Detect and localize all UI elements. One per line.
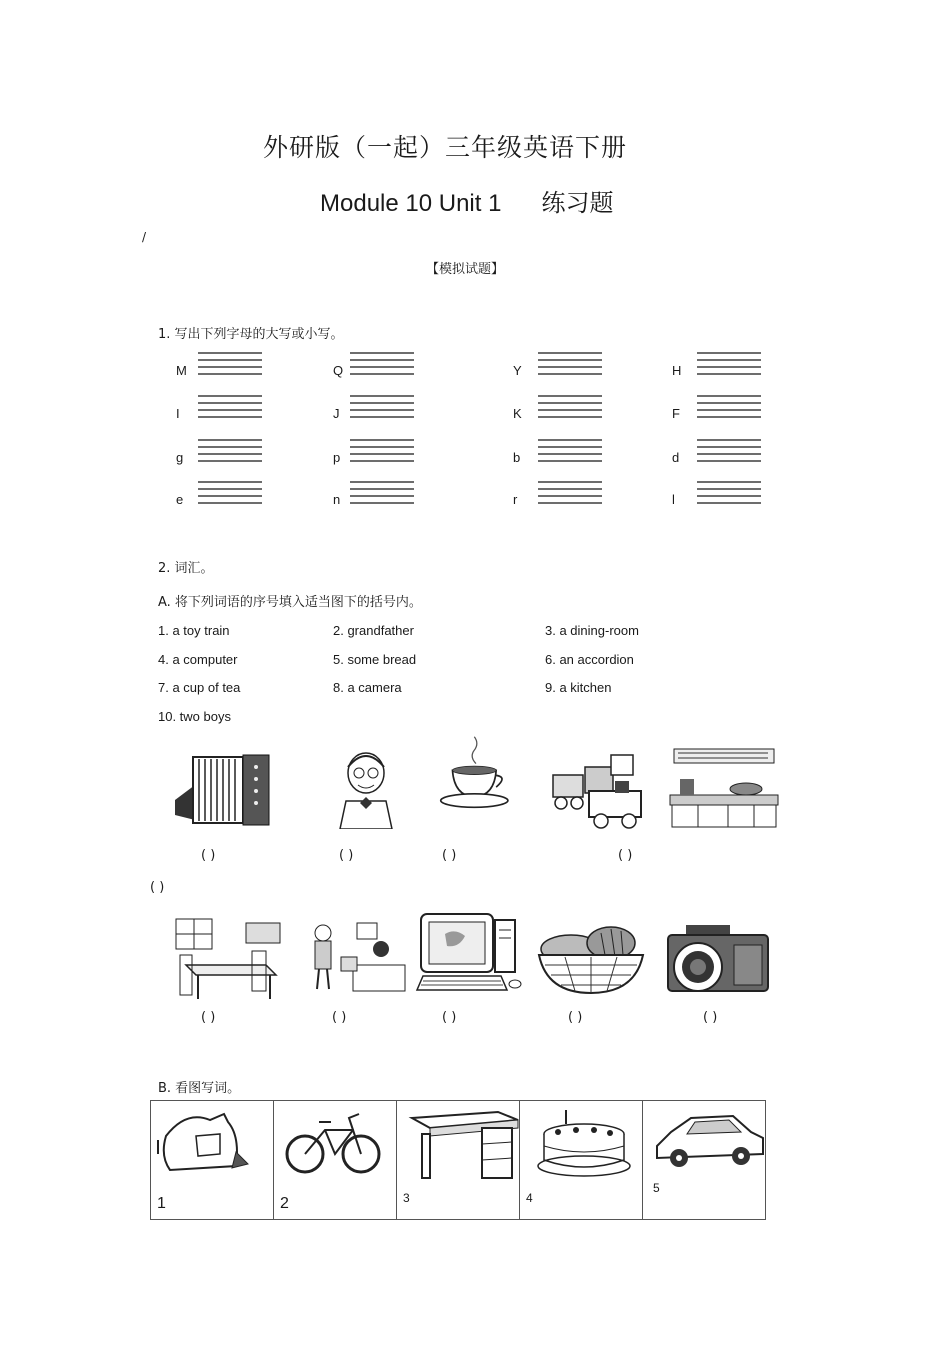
title-line-1: 外研版（一起）三年级英语下册 (262, 133, 627, 162)
title-exercise: 练习题 (541, 190, 614, 217)
word-item: 1. a toy train (158, 623, 230, 638)
picture-word-table (150, 1100, 766, 1220)
cake-picture (536, 1106, 636, 1186)
title-module: Module 10 Unit 1 (320, 190, 502, 217)
table-number: 1 (157, 1195, 166, 1212)
writing-lines[interactable] (697, 439, 761, 469)
table-cell[interactable] (151, 1101, 274, 1220)
letter-prompt: n (333, 492, 341, 507)
letter-prompt: Q (333, 363, 344, 378)
writing-lines[interactable] (198, 395, 262, 425)
letter-prompt: K (513, 406, 522, 421)
letter-prompt: Y (513, 363, 522, 378)
word-item: 5. some bread (333, 652, 417, 667)
letter-prompt: e (176, 492, 184, 507)
answer-paren[interactable]: ( ) (201, 848, 216, 863)
writing-lines[interactable] (198, 481, 262, 511)
letter-prompt: b (513, 450, 521, 465)
car-picture (651, 1106, 767, 1176)
q2-prompt: 2. 词汇。 (158, 561, 214, 576)
letter-prompt: g (176, 450, 184, 465)
letter-prompt: r (513, 492, 518, 507)
writing-lines[interactable] (198, 439, 262, 469)
answer-paren[interactable]: ( ) (618, 848, 633, 863)
letter-prompt: d (672, 450, 680, 465)
section-tag: 【模拟试题】 (425, 262, 504, 277)
camera-picture (662, 915, 774, 999)
table-cell[interactable] (397, 1101, 520, 1220)
bread-picture (535, 915, 647, 999)
computer-picture (415, 910, 527, 994)
answer-paren[interactable]: ( ) (339, 848, 354, 863)
accordion-picture (165, 745, 277, 829)
answer-paren[interactable]: ( ) (442, 1010, 457, 1025)
table-cell[interactable] (643, 1101, 766, 1220)
writing-lines[interactable] (538, 481, 602, 511)
writing-lines[interactable] (350, 395, 414, 425)
bag-picture (156, 1106, 268, 1182)
grandfather-picture (310, 745, 422, 829)
bicycle-picture (279, 1106, 391, 1182)
q2b-prompt: B. 看图写词。 (158, 1081, 241, 1096)
writing-lines[interactable] (697, 481, 761, 511)
cup-of-tea-picture (420, 730, 532, 814)
word-item: 8. a camera (333, 680, 402, 695)
writing-lines[interactable] (697, 395, 761, 425)
writing-lines[interactable] (697, 352, 761, 382)
word-item: 7. a cup of tea (158, 680, 241, 695)
writing-lines[interactable] (198, 352, 262, 382)
table-number: 2 (280, 1195, 289, 1212)
q2a-prompt: A. 将下列词语的序号填入适当图下的括号内。 (158, 595, 422, 610)
word-item: 2. grandfather (333, 623, 414, 638)
letter-prompt: l (672, 492, 675, 507)
writing-lines[interactable] (350, 352, 414, 382)
letter-prompt: H (672, 363, 682, 378)
letter-prompt: I (176, 406, 180, 421)
kitchen-picture (668, 745, 780, 829)
writing-lines[interactable] (538, 352, 602, 382)
table-cell[interactable] (274, 1101, 397, 1220)
word-item: 6. an accordion (545, 652, 634, 667)
letter-prompt: J (333, 406, 340, 421)
q1-prompt: 1. 写出下列字母的大写或小写。 (158, 327, 344, 342)
answer-paren[interactable]: ( ) (568, 1010, 583, 1025)
answer-paren[interactable]: ( ) (201, 1010, 216, 1025)
word-item: 3. a dining-room (545, 623, 639, 638)
two-boys-picture (295, 915, 407, 999)
table-cell[interactable] (520, 1101, 643, 1220)
letter-prompt: M (176, 363, 187, 378)
writing-lines[interactable] (538, 439, 602, 469)
writing-lines[interactable] (350, 439, 414, 469)
desk-picture (402, 1106, 524, 1186)
letter-prompt: F (672, 406, 680, 421)
writing-lines[interactable] (350, 481, 414, 511)
table-number: 5 (653, 1181, 660, 1195)
answer-paren[interactable]: ( ) (442, 848, 457, 863)
toy-train-picture (545, 745, 657, 829)
answer-paren[interactable]: ( ) (703, 1010, 718, 1025)
table-number: 3 (403, 1191, 410, 1205)
title-line-2 (320, 183, 613, 218)
dining-room-picture (172, 915, 284, 999)
answer-paren[interactable]: ( ) (332, 1010, 347, 1025)
word-item: 9. a kitchen (545, 680, 612, 695)
letter-prompt: p (333, 450, 341, 465)
answer-paren[interactable]: ( ) (150, 880, 165, 895)
writing-lines[interactable] (538, 395, 602, 425)
table-number: 4 (526, 1191, 533, 1205)
word-item: 10. two boys (158, 709, 231, 724)
word-item: 4. a computer (158, 652, 238, 667)
slash-mark: / (142, 230, 147, 244)
